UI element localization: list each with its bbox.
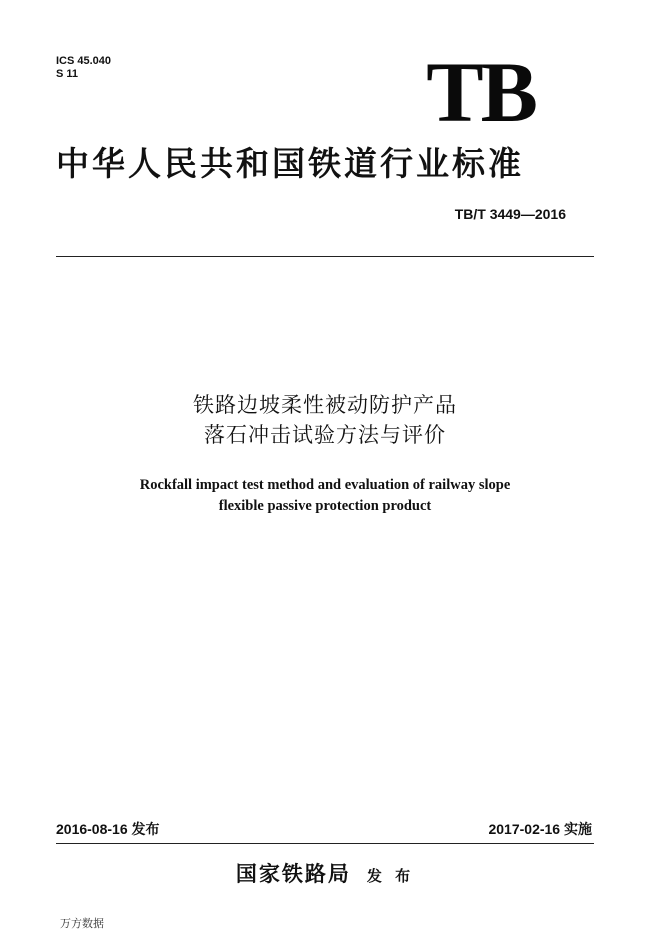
publisher-verb: 发 布	[366, 867, 415, 885]
implementation-date: 2017-02-16 实施	[488, 821, 592, 837]
english-title-line-1: Rockfall impact test method and evaluation of railway slope	[139, 477, 511, 493]
watermark: 万方数据	[60, 917, 104, 930]
english-title-line-2: flexible passive protection product	[218, 498, 432, 514]
ics-code: ICS 45.040	[56, 55, 112, 67]
tb-logo: TB	[426, 44, 535, 140]
chinese-title-line-1: 铁路边坡柔性被动防护产品	[193, 393, 457, 417]
issue-date: 2016-08-16 发布	[56, 821, 160, 837]
chinese-title-line-2: 落石冲击试验方法与评价	[204, 423, 446, 447]
english-title	[0, 475, 650, 517]
bottom-divider	[56, 843, 594, 844]
classification-codes	[56, 55, 111, 81]
top-divider	[56, 256, 594, 257]
publisher-name: 国家铁路局	[235, 861, 351, 886]
ccs-code: S 11	[56, 68, 79, 80]
publisher	[0, 858, 650, 888]
standard-number: TB/T 3449—2016	[454, 206, 566, 222]
issuer-title: 中华人民共和国铁道行业标准	[56, 144, 524, 183]
chinese-title	[0, 390, 650, 450]
